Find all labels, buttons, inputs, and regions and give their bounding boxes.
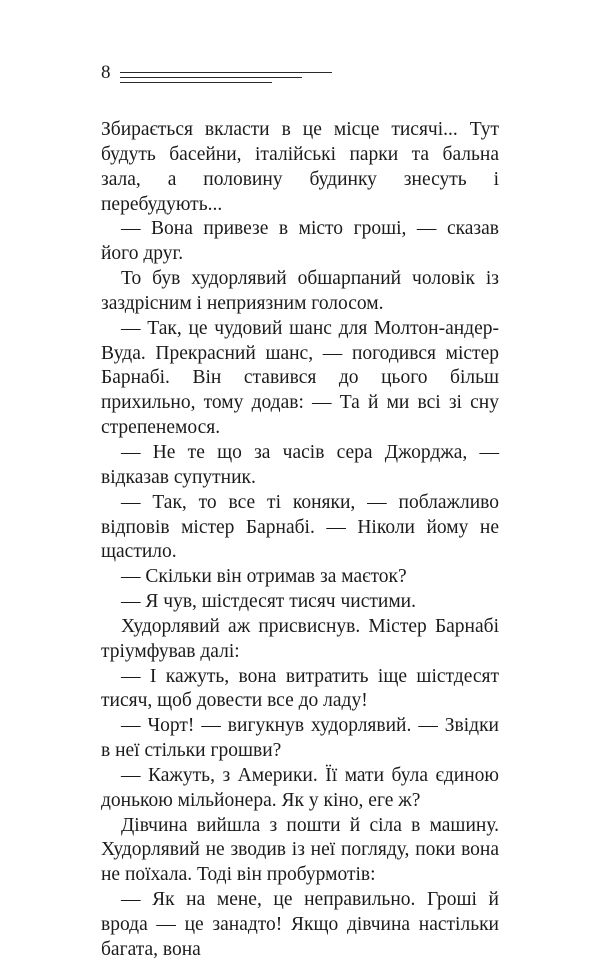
paragraph: — Чорт! — вигукнув худорлявий. — Звідки в неї стільки грошви? (101, 715, 499, 762)
header-rule (120, 77, 302, 78)
paragraph: — Кажуть, з Америки. Її мати була єдиною донькою мільйонера. Як у кіно, еге ж? (101, 764, 499, 811)
header-rule (120, 82, 272, 83)
paragraph: То був худорлявий обшарпаний чоловік із заздрісним і неприязним голосом. (101, 268, 499, 314)
paragraph: — Не те що за часів сера Джорджа, — відказав супутник. (101, 441, 499, 488)
paragraph: Худорлявий аж присвиснув. Містер Барнабі тріумфував далі: (101, 615, 499, 662)
page-number: 8 (101, 62, 111, 83)
paragraph: — Так, то все ті коняки, — поблажливо відповів містер Барнабі. — Ніколи йому не щастило. (101, 491, 499, 563)
page-header (101, 62, 341, 86)
paragraph: — Як на мене, це неправильно. Гроші й врода — це занадто! Якщо дівчина настільки багата, вона (101, 889, 499, 960)
paragraph: — І кажуть, вона витратить іще шістдесят тисяч, щоб довести все до ладу! (101, 665, 499, 712)
paragraph: Дівчина вийшла з пошти й сіла в машину. Худорлявий не зводив із неї погляду, поки вона не поїхала. Тоді він пробурмотів: (101, 814, 499, 886)
paragraph: — Скільки він отримав за маєток? (121, 566, 407, 588)
header-rule (120, 72, 332, 73)
paragraph: Збирається вкласти в це місце тисячі... Тут будуть басейни, італійські парки та бальна зала, а половину будинку знесуть і перебудують... (101, 119, 499, 215)
body-text (101, 118, 499, 963)
paragraph: — Вона привезе в місто гроші, — сказав його друг. (101, 218, 499, 265)
paragraph: — Я чув, шістдесят тисяч чистими. (121, 591, 416, 613)
paragraph: — Так, це чудовий шанс для Молтон-андер-Вуда. Прекрасний шанс, — погодився містер Барнабі. Він ставився до цього більш прихильно, тому додав: — Та й ми всі зі сну стрепенемося. (101, 317, 499, 439)
